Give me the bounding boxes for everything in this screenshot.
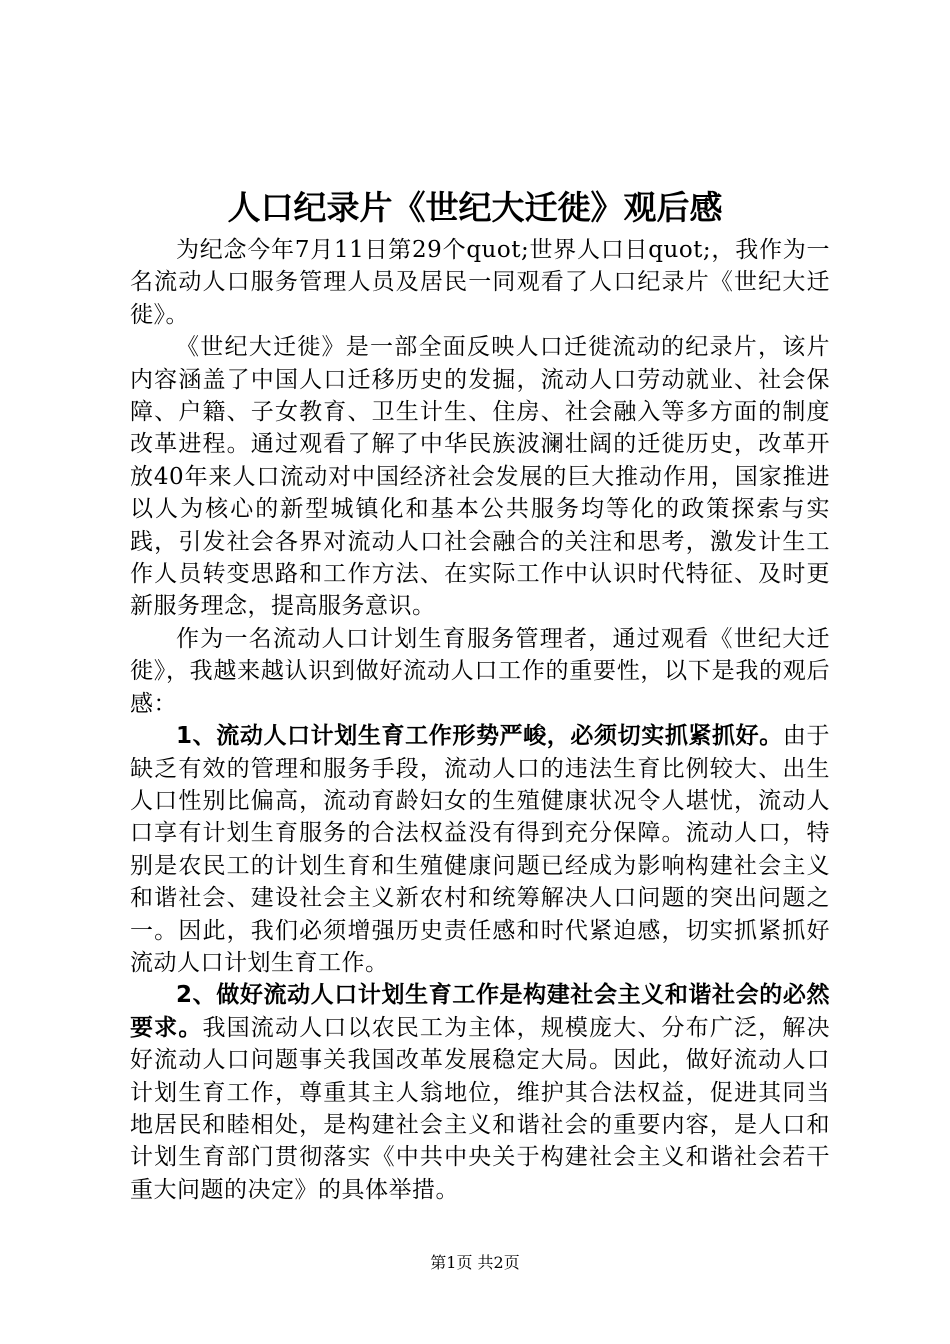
paragraph-3 — [130, 623, 830, 720]
paragraph-text: 作为一名流动人口计划生育服务管理者，通过观看《世纪大迁徙》，我越来越认识到做好流动人口工作的重要性，以下是我的观后感： — [130, 625, 830, 717]
paragraph-text: 为纪念今年7月11日第29个quot;世界人口日quot;，我作为一名流动人口服务管理人员及居民一同观看了人口纪录片《世纪大迁徙》。 — [130, 237, 830, 328]
document-body — [130, 234, 830, 1206]
paragraph-text: 我国流动人口以农民工为主体，规模庞大、分布广泛，解决好流动人口问题事关我国改革发展稳定大局。因此，做好流动人口计划生育工作，尊重其主人翁地位，维护其合法权益，促进其同当地居民和睦相处，是构建社会主义和谐社会的重要内容，是人口和计划生育部门贯彻落实《中共中央关于构建社会主义和谐社会若干重大问题的决定》的具体举措。 — [130, 1014, 831, 1203]
paragraph-lead: 2、做好流动人口计划生育工作是构建社会主义和谐社会的必然要求。 — [130, 982, 830, 1041]
paragraph-text: 由于缺乏有效的管理和服务手段，流动人口的违法生育比例较大、出生人口性别比偏高，流动育龄妇女的生殖健康状况令人堪忧，流动人口享有计划生育服务的合法权益没有得到充分保障。流动人口，特别是农民工的计划生育和生殖健康问题已经成为影响构建社会主义和谐社会、建设社会主义新农村和统筹解决人口问题的突出问题之一。因此，我们必须增强历史责任感和时代紧迫感，切实抓紧抓好流动人口计划生育工作。 — [130, 723, 831, 976]
page-footer: 第1页 共2页 — [430, 1253, 520, 1272]
paragraph-5 — [130, 979, 830, 1206]
paragraph-lead: 1、流动人口计划生育工作形势严峻，必须切实抓紧抓好。 — [176, 723, 783, 750]
paragraph-2 — [130, 331, 830, 623]
paragraph-1 — [130, 234, 830, 331]
page-title: 人口纪录片《世纪大迁徙》观后感 — [227, 188, 723, 227]
paragraph-text: 《世纪大迁徙》是一部全面反映人口迁徙流动的纪录片，该片内容涵盖了中国人口迁移历史的发掘，流动人口劳动就业、社会保障、户籍、子女教育、卫生计生、住房、社会融入等多方面的制度改革进程。通过观看了解了中华民族波澜壮阔的迁徙历史，改革开放40年来人口流动对中国经济社会发展的巨大推动作用，国家推进以人为核心的新型城镇化和基本公共服务均等化的政策探索与实践，引发社会各界对流动人口社会融合的关注和思考，激发计生工作人员转变思路和工作方法、在实际工作中认识时代特征、及时更新服务理念，提高服务意识。 — [130, 334, 830, 620]
paragraph-4 — [130, 720, 830, 979]
